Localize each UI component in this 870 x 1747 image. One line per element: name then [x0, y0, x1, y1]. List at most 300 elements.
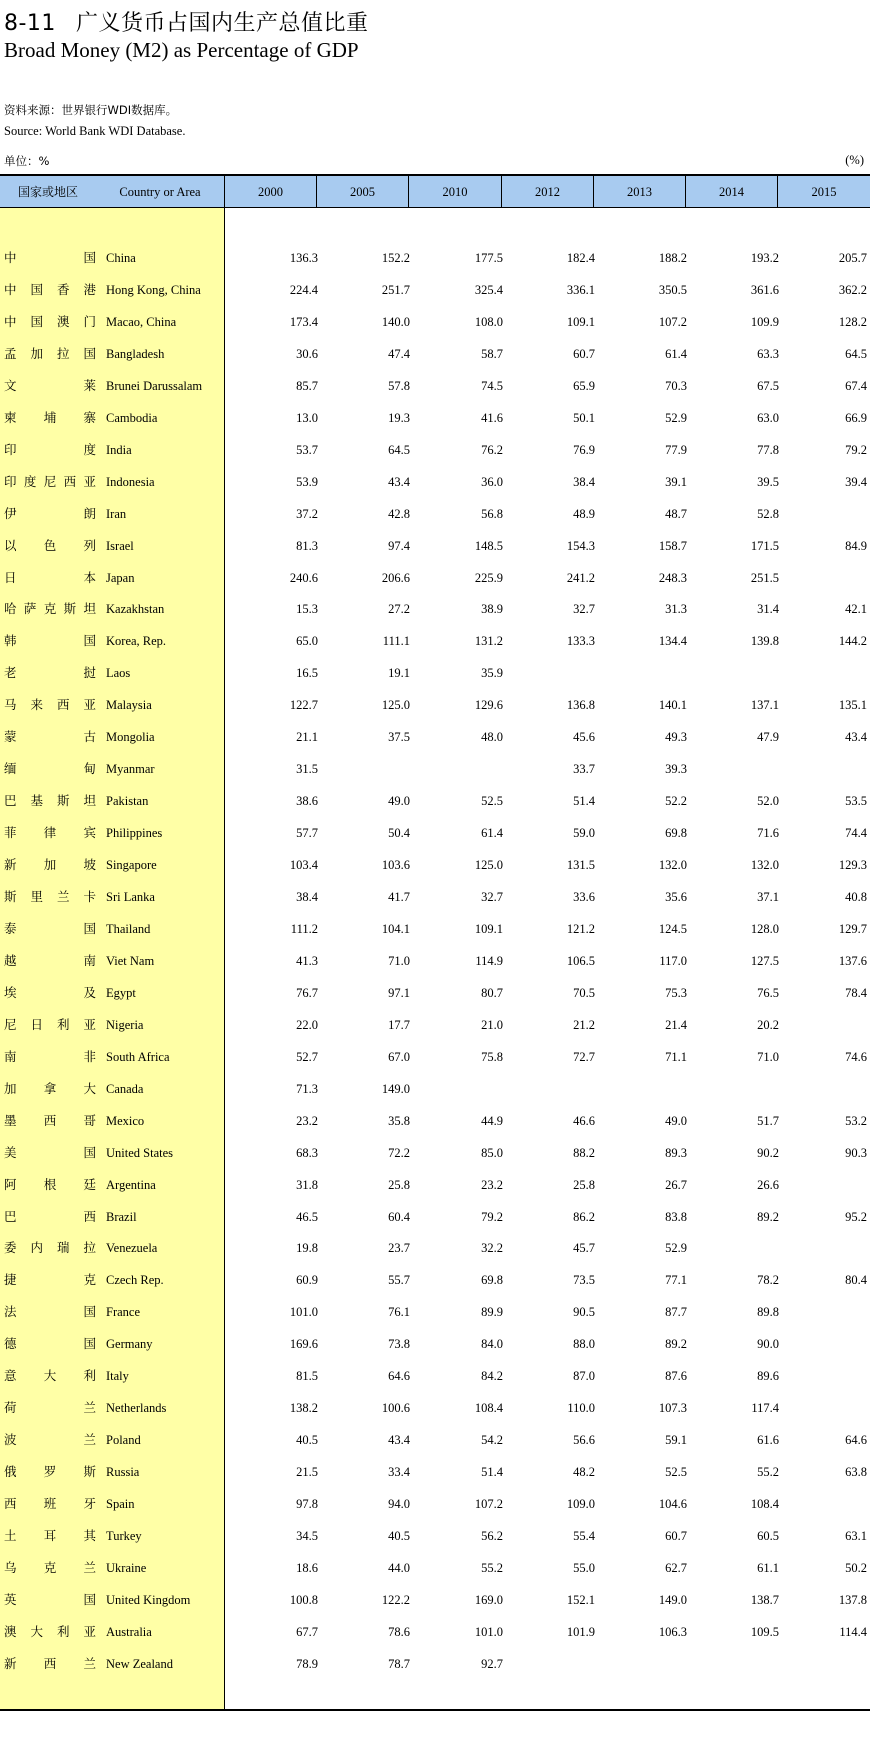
- value-cell-2012: 55.4: [573, 1529, 595, 1543]
- country-name-cn: 法国: [4, 1304, 96, 1320]
- country-name-cn: 马来西亚: [4, 697, 96, 713]
- value-cell-2013: 188.2: [658, 251, 687, 265]
- value-cell-2012: 73.5: [573, 1273, 595, 1288]
- value-cell-2013: 350.5: [658, 282, 687, 297]
- country-name-cn: 埃及: [4, 984, 96, 1000]
- country-name-en: Pakistan: [106, 794, 149, 809]
- value-cell-2015: [787, 1648, 867, 1680]
- value-cell-2015: [787, 1392, 867, 1424]
- value-cell-2015: 114.4: [839, 1624, 867, 1639]
- country-name-en: Philippines: [106, 826, 163, 841]
- value-cell-2005: 55.7: [388, 1273, 410, 1288]
- value-cell-2013: 21.4: [665, 1017, 687, 1032]
- country-name-en: Korea, Rep.: [106, 634, 167, 649]
- table-code: 8-11: [4, 11, 56, 36]
- value-cell-2000: 15.3: [296, 602, 318, 617]
- country-name-cn: 印度: [4, 441, 96, 457]
- value-cell-2015: 64.6: [845, 1433, 867, 1448]
- table-row: [0, 1392, 870, 1424]
- value-cell-2005: 71.0: [388, 953, 410, 968]
- value-cell-2000: 22.0: [296, 1017, 318, 1032]
- country-name-cn: 日本: [4, 569, 96, 585]
- value-cell-2000: 40.5: [296, 1433, 318, 1448]
- value-cell-2015: [787, 1328, 867, 1360]
- value-cell-2013: 83.8: [665, 1209, 687, 1224]
- value-cell-2010: 129.6: [474, 698, 503, 713]
- value-cell-2000: 224.4: [289, 282, 318, 297]
- value-cell-2013: 52.5: [665, 1465, 687, 1480]
- value-cell-2013: 52.2: [665, 794, 687, 809]
- value-cell-2005: 78.7: [388, 1656, 410, 1671]
- country-name-en: New Zealand: [106, 1656, 173, 1671]
- country-name-cn: 菲律宾: [4, 825, 96, 841]
- value-cell-2005: 94.0: [388, 1497, 410, 1512]
- table-row: [0, 306, 870, 338]
- value-cell-2005: 97.4: [388, 538, 410, 553]
- value-cell-2013: 75.3: [665, 985, 687, 1000]
- country-name-en: Germany: [106, 1337, 153, 1352]
- value-cell-2015: [787, 657, 867, 689]
- value-cell-2014: 67.5: [757, 378, 779, 393]
- country-name-en: Spain: [106, 1497, 135, 1512]
- table-row: [0, 242, 870, 274]
- table-row: [0, 1232, 870, 1264]
- value-cell-2014: 138.7: [750, 1592, 779, 1607]
- value-cell-2014: 89.8: [757, 1305, 779, 1320]
- header-country-cn: 国家或地区: [17, 185, 78, 199]
- value-cell-2000: 60.9: [296, 1273, 318, 1288]
- value-cell-2014: 361.6: [750, 282, 779, 297]
- country-name-cn: 新西兰: [4, 1655, 96, 1671]
- value-cell-2013: 117.0: [659, 953, 687, 968]
- value-cell-2000: 111.2: [290, 921, 318, 936]
- value-cell-2012: 38.4: [573, 474, 595, 489]
- country-name-cn: 荷兰: [4, 1400, 96, 1416]
- title-en: Broad Money (M2) as Percentage of GDP: [4, 38, 359, 62]
- value-cell-2012: 336.1: [566, 282, 595, 297]
- value-cell-2005: 100.6: [381, 1401, 410, 1416]
- value-cell-2013: 71.1: [665, 1049, 687, 1064]
- country-name-en: Singapore: [106, 858, 157, 873]
- value-cell-2005: 37.5: [388, 730, 410, 745]
- table-row: [0, 1616, 870, 1648]
- value-cell-2005: 33.4: [388, 1465, 410, 1480]
- value-cell-2010: 69.8: [481, 1273, 503, 1288]
- table-row: [0, 1073, 870, 1105]
- value-cell-2014: 37.1: [757, 890, 779, 904]
- country-name-en: Japan: [106, 570, 135, 585]
- value-cell-2010: 56.8: [481, 506, 503, 521]
- value-cell-2015: [787, 1009, 867, 1041]
- table-row: [0, 657, 870, 689]
- value-cell-2012: 56.6: [573, 1433, 595, 1448]
- value-cell-2005: 122.2: [381, 1592, 410, 1607]
- value-cell-2013: 132.0: [658, 858, 687, 873]
- country-name-en: Iran: [106, 506, 127, 521]
- country-name-en: Egypt: [106, 985, 136, 1000]
- value-cell-2015: 129.3: [838, 858, 867, 873]
- value-cell-2014: [699, 1073, 779, 1105]
- country-name-en: Laos: [106, 666, 131, 681]
- country-name-en: South Africa: [106, 1049, 170, 1064]
- value-cell-2013: 87.6: [665, 1369, 687, 1384]
- value-cell-2014: 76.5: [757, 985, 779, 1000]
- value-cell-2005: 73.8: [388, 1337, 410, 1352]
- value-cell-2005: 111.1: [382, 634, 410, 649]
- value-cell-2013: 61.4: [665, 346, 687, 361]
- table-row: [0, 530, 870, 562]
- table-row: [0, 1169, 870, 1201]
- country-name-en: Nigeria: [106, 1017, 144, 1032]
- value-cell-2014: 61.6: [757, 1433, 779, 1448]
- value-cell-2014: 51.7: [757, 1113, 779, 1128]
- country-name-en: Bangladesh: [106, 346, 165, 361]
- country-name-cn: 新加坡: [4, 857, 96, 873]
- table-row: [0, 1105, 870, 1137]
- value-cell-2013: 52.9: [665, 410, 687, 425]
- unit-label: 单位：%: [4, 154, 50, 168]
- country-name-cn: 南非: [4, 1048, 96, 1064]
- value-cell-2012: 133.3: [566, 634, 595, 649]
- value-cell-2012: [515, 657, 595, 689]
- table-row: [0, 1009, 870, 1041]
- value-cell-2000: 21.5: [296, 1465, 318, 1480]
- value-cell-2015: 80.4: [845, 1273, 867, 1288]
- country-name-cn: 孟加拉国: [4, 345, 96, 361]
- value-cell-2015: [787, 1488, 867, 1520]
- country-name-cn: 乌克兰: [4, 1559, 96, 1575]
- value-cell-2012: 241.2: [566, 570, 595, 585]
- value-cell-2014: 127.5: [750, 953, 779, 968]
- country-name-cn: 蒙古: [4, 729, 96, 745]
- value-cell-2010: 85.0: [481, 1145, 503, 1160]
- value-cell-2015: [787, 1360, 867, 1392]
- value-cell-2010: 125.0: [474, 858, 503, 873]
- value-cell-2013: 77.1: [665, 1273, 687, 1288]
- value-cell-2010: 84.2: [481, 1369, 503, 1384]
- value-cell-2013: 158.7: [658, 538, 687, 553]
- value-cell-2013: 62.7: [665, 1560, 687, 1575]
- country-name-cn: 缅甸: [4, 761, 96, 777]
- table-row: [0, 881, 870, 913]
- value-cell-2014: 171.5: [750, 538, 779, 553]
- header-year-2012: 2012: [535, 185, 560, 199]
- value-cell-2005: 97.1: [388, 985, 410, 1000]
- country-name-cn: 越南: [4, 952, 96, 968]
- value-cell-2012: 88.0: [573, 1337, 595, 1352]
- value-cell-2013: 39.1: [665, 474, 687, 489]
- value-cell-2005: 125.0: [381, 698, 410, 713]
- value-cell-2005: 40.5: [388, 1529, 410, 1543]
- value-cell-2005: 67.0: [388, 1049, 410, 1064]
- value-cell-2000: 46.5: [296, 1209, 318, 1224]
- value-cell-2000: 52.7: [296, 1049, 318, 1064]
- value-cell-2000: 38.6: [296, 794, 318, 809]
- value-cell-2000: 68.3: [296, 1145, 318, 1160]
- value-cell-2012: 109.1: [566, 314, 595, 329]
- country-name-cn: 中国澳门: [4, 313, 96, 329]
- value-cell-2000: 240.6: [289, 570, 318, 585]
- value-cell-2000: 71.3: [296, 1081, 318, 1096]
- table-row: [0, 370, 870, 402]
- value-cell-2015: [787, 1232, 867, 1264]
- table-row: [0, 753, 870, 785]
- value-cell-2012: 88.2: [573, 1145, 595, 1160]
- value-cell-2014: 71.6: [757, 826, 779, 841]
- value-cell-2000: 31.5: [296, 762, 318, 777]
- value-cell-2000: 53.7: [296, 442, 318, 457]
- value-cell-2013: [607, 657, 687, 689]
- value-cell-2000: 34.5: [296, 1529, 318, 1543]
- country-name-en: Netherlands: [106, 1401, 167, 1416]
- value-cell-2014: 26.6: [757, 1177, 779, 1192]
- country-name-cn: 墨西哥: [4, 1112, 96, 1128]
- value-cell-2000: 173.4: [289, 314, 318, 329]
- table-row: [0, 785, 870, 817]
- value-cell-2012: 152.1: [566, 1592, 595, 1607]
- country-name-cn: 俄罗斯: [4, 1464, 96, 1480]
- value-cell-2005: 19.1: [388, 666, 410, 681]
- value-cell-2012: 101.9: [566, 1624, 595, 1639]
- value-cell-2013: 149.0: [658, 1592, 687, 1607]
- country-name-en: Myanmar: [106, 762, 155, 777]
- value-cell-2000: 103.4: [289, 858, 318, 873]
- value-cell-2013: 140.1: [658, 698, 687, 713]
- value-cell-2014: 128.0: [750, 921, 779, 936]
- table-row: [0, 1137, 870, 1169]
- country-name-cn: 意大利: [4, 1368, 96, 1384]
- country-name-en: Australia: [106, 1624, 152, 1639]
- country-name-en: Indonesia: [106, 474, 155, 489]
- value-cell-2005: [330, 753, 410, 785]
- value-cell-2012: 131.5: [566, 858, 595, 873]
- value-cell-2010: 41.6: [481, 410, 503, 425]
- value-cell-2015: 84.9: [845, 538, 867, 553]
- value-cell-2005: 23.7: [388, 1241, 410, 1256]
- country-name-cn: 柬埔寨: [4, 409, 96, 425]
- value-cell-2012: 86.2: [573, 1209, 595, 1224]
- table-row: [0, 338, 870, 370]
- table-row: [0, 1488, 870, 1520]
- value-cell-2000: 76.7: [296, 985, 318, 1000]
- value-cell-2010: 36.0: [481, 474, 503, 489]
- value-cell-2014: 77.8: [757, 442, 779, 457]
- country-name-cn: 英国: [4, 1591, 96, 1607]
- table-row: [0, 274, 870, 306]
- value-cell-2000: 122.7: [289, 698, 318, 713]
- value-cell-2012: 33.6: [573, 890, 595, 904]
- country-name-en: Ukraine: [106, 1560, 147, 1575]
- country-name-en: Brunei Darussalam: [106, 378, 203, 393]
- value-cell-2005: 57.8: [388, 378, 410, 393]
- value-cell-2012: 65.9: [573, 378, 595, 393]
- country-name-en: Mexico: [106, 1113, 145, 1128]
- value-cell-2012: 25.8: [573, 1177, 595, 1192]
- country-name-en: United Kingdom: [106, 1592, 191, 1607]
- country-name-en: Cambodia: [106, 410, 158, 425]
- value-cell-2014: 137.1: [750, 698, 779, 713]
- value-cell-2012: [515, 1073, 595, 1105]
- value-cell-2015: 128.2: [838, 314, 867, 329]
- value-cell-2013: 248.3: [658, 570, 687, 585]
- value-cell-2000: 100.8: [289, 1592, 318, 1607]
- value-cell-2013: 70.3: [665, 378, 687, 393]
- value-cell-2015: [787, 562, 867, 594]
- value-cell-2000: 38.4: [296, 890, 318, 904]
- country-name-en: Sri Lanka: [106, 890, 155, 904]
- country-name-cn: 哈萨克斯坦: [4, 601, 96, 617]
- value-cell-2015: 39.4: [845, 474, 867, 489]
- value-cell-2000: 85.7: [296, 378, 318, 393]
- value-cell-2012: 154.3: [566, 538, 595, 553]
- value-cell-2010: [423, 753, 503, 785]
- header-year-2005: 2005: [350, 185, 375, 199]
- bottom-rule: [0, 1709, 870, 1711]
- value-cell-2005: 206.6: [381, 570, 410, 585]
- value-cell-2014: 117.4: [751, 1401, 779, 1416]
- value-cell-2010: 48.0: [481, 730, 503, 745]
- value-cell-2005: 60.4: [388, 1209, 410, 1224]
- value-cell-2013: 124.5: [658, 921, 687, 936]
- value-cell-2013: 77.9: [665, 442, 687, 457]
- table-row: [0, 721, 870, 753]
- value-cell-2015: [787, 1073, 867, 1105]
- value-cell-2010: 32.2: [481, 1241, 503, 1256]
- value-cell-2014: 108.4: [750, 1497, 779, 1512]
- value-cell-2010: 148.5: [474, 538, 503, 553]
- value-cell-2014: 193.2: [750, 251, 779, 265]
- country-name-cn: 巴基斯坦: [4, 793, 96, 809]
- table-row: [0, 945, 870, 977]
- value-cell-2014: 31.4: [757, 602, 779, 617]
- value-cell-2015: [787, 498, 867, 530]
- table-row: [0, 498, 870, 530]
- value-cell-2005: 50.4: [388, 826, 410, 841]
- value-cell-2010: 107.2: [474, 1497, 503, 1512]
- value-cell-2012: 72.7: [573, 1049, 595, 1064]
- value-cell-2014: 90.2: [757, 1145, 779, 1160]
- value-cell-2013: 49.0: [665, 1113, 687, 1128]
- country-name-en: Brazil: [106, 1209, 137, 1224]
- source-cn: 资料来源：世界银行WDI数据库。: [4, 103, 178, 117]
- value-cell-2000: 67.7: [296, 1624, 318, 1639]
- table-row: [0, 466, 870, 498]
- value-cell-2010: 54.2: [481, 1433, 503, 1448]
- table-row: [0, 817, 870, 849]
- value-cell-2012: 45.6: [573, 730, 595, 745]
- value-cell-2012: 87.0: [573, 1369, 595, 1384]
- value-cell-2010: 35.9: [481, 666, 503, 681]
- value-cell-2014: 139.8: [750, 634, 779, 649]
- value-cell-2013: 26.7: [665, 1177, 687, 1192]
- table-row: [0, 562, 870, 594]
- value-cell-2015: [787, 753, 867, 785]
- value-cell-2015: 135.1: [838, 698, 867, 713]
- country-name-en: India: [106, 442, 132, 457]
- value-cell-2010: 38.9: [481, 602, 503, 617]
- country-name-en: Italy: [106, 1369, 129, 1384]
- value-cell-2015: 137.8: [838, 1592, 867, 1607]
- country-name-en: China: [106, 251, 136, 265]
- table-row: [0, 1456, 870, 1488]
- value-cell-2010: 76.2: [481, 442, 503, 457]
- value-cell-2014: 55.2: [757, 1465, 779, 1480]
- value-cell-2000: 30.6: [296, 346, 318, 361]
- value-cell-2000: 78.9: [296, 1656, 318, 1671]
- value-cell-2010: 108.4: [474, 1401, 503, 1416]
- country-name-en: Russia: [106, 1465, 140, 1480]
- value-cell-2000: 31.8: [296, 1177, 318, 1192]
- header-year-2013: 2013: [627, 185, 652, 199]
- value-cell-2015: 95.2: [845, 1209, 867, 1224]
- value-cell-2010: 75.8: [481, 1049, 503, 1064]
- value-cell-2000: 16.5: [296, 666, 318, 681]
- value-cell-2015: 74.4: [845, 826, 867, 841]
- value-cell-2014: 251.5: [750, 570, 779, 585]
- country-name-en: Israel: [106, 538, 134, 553]
- value-cell-2015: 53.5: [845, 794, 867, 809]
- value-cell-2005: 49.0: [388, 794, 410, 809]
- value-cell-2013: 107.2: [658, 314, 687, 329]
- value-cell-2005: 251.7: [381, 282, 410, 297]
- value-cell-2013: 87.7: [665, 1305, 687, 1320]
- value-cell-2000: 41.3: [296, 953, 318, 968]
- table-row: [0, 1041, 870, 1073]
- value-cell-2005: 17.7: [388, 1017, 410, 1032]
- value-cell-2012: 76.9: [573, 442, 595, 457]
- value-cell-2000: 21.1: [296, 730, 318, 745]
- table-row: [0, 1360, 870, 1392]
- value-cell-2005: 152.2: [381, 251, 410, 265]
- value-cell-2015: 66.9: [845, 410, 867, 425]
- country-name-cn: 澳大利亚: [4, 1623, 96, 1639]
- value-cell-2010: 79.2: [481, 1209, 503, 1224]
- value-cell-2010: 325.4: [474, 282, 503, 297]
- unit-percent: (%): [845, 153, 864, 167]
- value-cell-2013: 69.8: [665, 826, 687, 841]
- value-cell-2010: 61.4: [481, 826, 503, 841]
- value-cell-2010: 21.0: [481, 1017, 503, 1032]
- value-cell-2012: 121.2: [566, 921, 595, 936]
- value-cell-2014: 52.8: [757, 506, 779, 521]
- value-cell-2005: 76.1: [388, 1305, 410, 1320]
- value-cell-2010: 58.7: [481, 346, 503, 361]
- value-cell-2015: 50.2: [845, 1560, 867, 1575]
- value-cell-2012: 33.7: [573, 762, 595, 777]
- country-name-cn: 波兰: [4, 1432, 96, 1448]
- value-cell-2000: 65.0: [296, 634, 318, 649]
- value-cell-2012: 136.8: [566, 698, 595, 713]
- table-row: [0, 1424, 870, 1456]
- table-header: [0, 174, 870, 208]
- value-cell-2010: 101.0: [474, 1624, 503, 1639]
- value-cell-2014: [699, 1232, 779, 1264]
- value-cell-2013: 89.3: [665, 1145, 687, 1160]
- value-cell-2000: 13.0: [296, 410, 318, 425]
- value-cell-2014: 20.2: [757, 1017, 779, 1032]
- value-cell-2014: 39.5: [757, 474, 779, 489]
- title-cn: 广义货币占国内生产总值比重: [75, 11, 369, 36]
- value-cell-2010: 114.9: [475, 953, 503, 968]
- country-name-en: Mongolia: [106, 730, 155, 745]
- value-cell-2010: 89.9: [481, 1305, 503, 1320]
- table-row: [0, 1296, 870, 1328]
- country-name-en: United States: [106, 1145, 174, 1160]
- value-cell-2005: 64.5: [388, 442, 410, 457]
- table-row: [0, 402, 870, 434]
- value-cell-2012: 45.7: [573, 1241, 595, 1256]
- country-name-en: Hong Kong, China: [106, 282, 201, 297]
